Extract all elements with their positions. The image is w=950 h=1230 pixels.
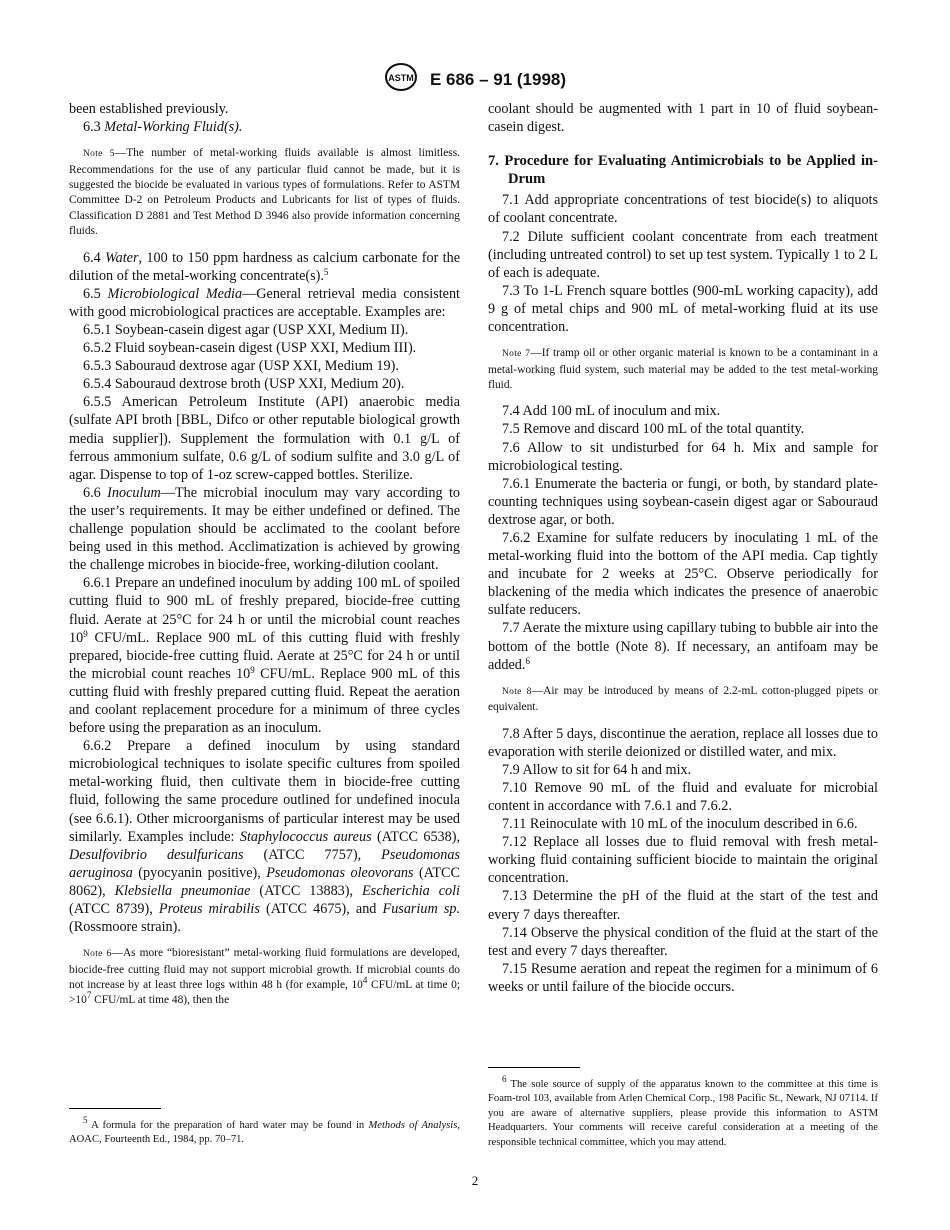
section-7-14: 7.14 Observe the physical condition of the fluid at the start of the test and every 7 days thereafter. <box>488 924 878 959</box>
section-7-10: 7.10 Remove 90 mL of the fluid and evaluate for microbial content in accordance with 7.6.1 and 7.6.2. <box>488 779 878 814</box>
section-7-7: 7.7 Aerate the mixture using capillary tubing to bubble air into the bottom of the bottle (Note 8). If necessary, an antifoam may be added.$^6$ <box>488 620 878 673</box>
section-7-1: 7.1 Add appropriate concentrations of test biocide(s) to aliquots of coolant concentrate. <box>488 192 878 227</box>
footnote-6: $^6$ The sole source of supply of the apparatus known to the committee at this time is Foam-trol 103, available from Arlen Chemical Corp., 198 Pacific St., Newark, NJ 07114. If you are aware of alternative suppliers, please provide this information to ASTM Headquarters. Your comments will receive careful consideration at a meeting of the responsible technical committee, which you may attend. <box>488 1074 878 1148</box>
section-7-6-1: 7.6.1 Enumerate the bacteria or fungi, or both, by standard plate-counting techniques using soybean-casein digest agar or Sabouraud dextrose agar, or both. <box>488 475 878 528</box>
footnote-5: $^5$ A formula for the preparation of hard water may be found in Methods of Analysis, AOAC, Fourteenth Ed., 1984, pp. 70–71. <box>69 1115 461 1146</box>
section-6-3: 6.3 Metal-Working Fluid(s). <box>83 119 243 136</box>
right-column <box>488 100 878 996</box>
section-7-2: 7.2 Dilute sufficient coolant concentrate from each treatment (including untreated control) to set up test system. Typically 1 to 2 L of each is adequate. <box>488 228 878 281</box>
footnote-6-area <box>488 1067 878 1150</box>
section-7-title: 7. Procedure for Evaluating Antimicrobials to be Applied in-Drum <box>488 153 878 188</box>
section-6-5: 6.5 Microbiological Media—General retrieval media consistent with good microbiological practices are acceptable. Examples are: <box>69 285 460 320</box>
section-7-6-2: 7.6.2 Examine for sulfate reducers by inoculating 1 mL of the metal-working fluid into the bottom of the API media. Cap tightly and incubate for 2 weeks at 25°C. Observe periodically for blackening of the media which indicates the presence of anaerobic sulfate reducers. <box>488 530 878 619</box>
footnote-rule <box>488 1067 580 1068</box>
left-column <box>69 100 460 1018</box>
footnote-rule <box>69 1108 161 1109</box>
section-7-12: 7.12 Replace all losses due to fluid removal with fresh metal-working fluid containing sufficient biocide to maintain the original concentration. <box>488 834 878 887</box>
section-6-4: 6.4 Water, 100 to 150 ppm hardness as calcium carbonate for the dilution of the metal-working concentrate(s).$^5$ <box>69 249 461 284</box>
section-7-8: 7.8 After 5 days, discontinue the aeration, replace all losses due to evaporation with sterile deionized or distilled water, and mix. <box>488 725 878 760</box>
note-6: Note 6—As more “bioresistant” metal-working fluid formulations are developed, biocide-free cutting fluid may not support microbial growth. If microbial counts do not increase by at least three logs within 48 h (for example, $10^4$ CFU/mL at time 0; $>10^7$ CFU/mL at time 48), then the <box>69 947 460 1007</box>
section-6-6: 6.6 Inoculum—The microbial inoculum may vary according to the user’s requirements. It may be either undefined or defined. The challenge population should be acclimated to the coolant before being used in this method. Acclimatization is achieved by growing the challenge microbes in biocide-free, working-dilution coolant. <box>69 484 461 574</box>
paragraph: been established previously. <box>69 101 229 117</box>
astm-logo <box>384 62 418 97</box>
section-7-6: 7.6 Allow to sit undisturbed for 64 h. Mix and sample for microbiological testing. <box>488 439 878 474</box>
paragraph: coolant should be augmented with 1 part in 10 of fluid soybean-casein digest. <box>488 101 878 136</box>
section-7-11: 7.11 Reinoculate with 10 mL of the inoculum described in 6.6. <box>502 816 858 833</box>
section-6-6-2: 6.6.2 Prepare a defined inoculum by using standard microbiological techniques to isolate specific cultures from spoiled metal-working fluid, then cultivate them in biocide-free cutting fluid, following the same procedure outlined for undefined inocula (see 6.6.1). Other microorganisms of particular interest may be used similarly. Examples include: Staphylococcus aureus (ATCC 6538), Desulfovibrio desulfuricans (ATCC 7757), Pseudomonas aeruginosa (pyocyanin positive), Pseudomonas oleovorans (ATCC 8062), Klebsiella pneumoniae (ATCC 13883), Escherichia coli (ATCC 8739), Proteus mirabilis (ATCC 4675), and Fusarium sp. (Rossmoore strain). <box>69 738 460 936</box>
section-6-5-4: 6.5.4 Sabouraud dextrose broth (USP XXI, Medium 20). <box>83 376 405 393</box>
section-7-5: 7.5 Remove and discard 100 mL of the total quantity. <box>502 421 805 438</box>
footnote-5-area <box>69 1108 460 1148</box>
note-7: Note 7—If tramp oil or other organic material is known to be a contaminant in a metal-working fluid system, such material may be added to the test metal-working fluid. <box>488 347 878 391</box>
section-7-13: 7.13 Determine the pH of the fluid at the start of the test and every 7 days thereafter. <box>488 888 878 923</box>
footnote-ref: 5 <box>323 266 329 277</box>
section-6-5-2: 6.5.2 Fluid soybean-casein digest (USP XXI, Medium III). <box>83 340 417 357</box>
section-6-5-1: 6.5.1 Soybean-casein digest agar (USP XXI, Medium II). <box>83 322 409 338</box>
section-7-4: 7.4 Add 100 mL of inoculum and mix. <box>502 403 721 420</box>
section-7-3: 7.3 To 1-L French square bottles (900-mL working capacity), add 9 g of metal chips and 900 mL of metal-working fluid at its use concentration. <box>488 282 878 336</box>
page-number: 2 <box>471 1173 479 1188</box>
section-6-6-1: 6.6.1 Prepare an undefined inoculum by adding 100 mL of spoiled cutting fluid to 900 mL of freshly prepared, biocide-free cutting fluid. Aerate at 25°C for 24 h or until the microbial count reaches $10^9$ CFU/mL. Replace 900 mL of this cutting fluid with freshly prepared, biocide-free cutting fluid. Aerate at 25°C for 24 h or until the microbial count reaches $10^9$ CFU/mL. Replace 900 mL of this cutting fluid with freshly prepared cutting fluid. Repeat the aeration and coolant replacement procedure for a minimum of three cycles before using the preparation as an inoculum. <box>69 575 461 737</box>
section-7-15: 7.15 Resume aeration and repeat the regimen for a minimum of 6 weeks or until failure of the biocide occurs. <box>488 960 878 995</box>
note-5: Note 5—The number of metal-working fluids available is almost limitless. Recommendations for the use of any particular fluid cannot be made, but it is suggested the biocide be evaluated in various types of formulations. Refer to ASTM Committee D-2 on Petroleum Products and Lubricants for list of types of fluids. Classification D 2881 and Test Method D 3946 also provide information concerning fluids. <box>69 147 460 238</box>
standard-designation: E 686 – 91 (1998) <box>429 69 567 89</box>
section-6-5-5: 6.5.5 American Petroleum Institute (API) anaerobic media (sulfate API broth [BBL, Difco or other reputable biological growth media supplier]). Supplement the formulation with 0.1 g/L of ferrous ammonium sulfate, 0.6 g/L of sodium sulfite and 3.0 g/L of agar. Dispense to top of 1-oz screw-capped bottles. Sterilize. <box>69 394 460 483</box>
section-7-9: 7.9 Allow to sit for 64 h and mix. <box>502 761 692 778</box>
section-6-5-3: 6.5.3 Sabouraud dextrose agar (USP XXI, Medium 19). <box>83 358 399 375</box>
note-8: Note 8—Air may be introduced by means of 2.2-mL cotton-plugged pipets or equivalent. <box>488 684 878 714</box>
svg-text:ASTM: ASTM <box>388 73 414 83</box>
page-header <box>0 62 950 97</box>
